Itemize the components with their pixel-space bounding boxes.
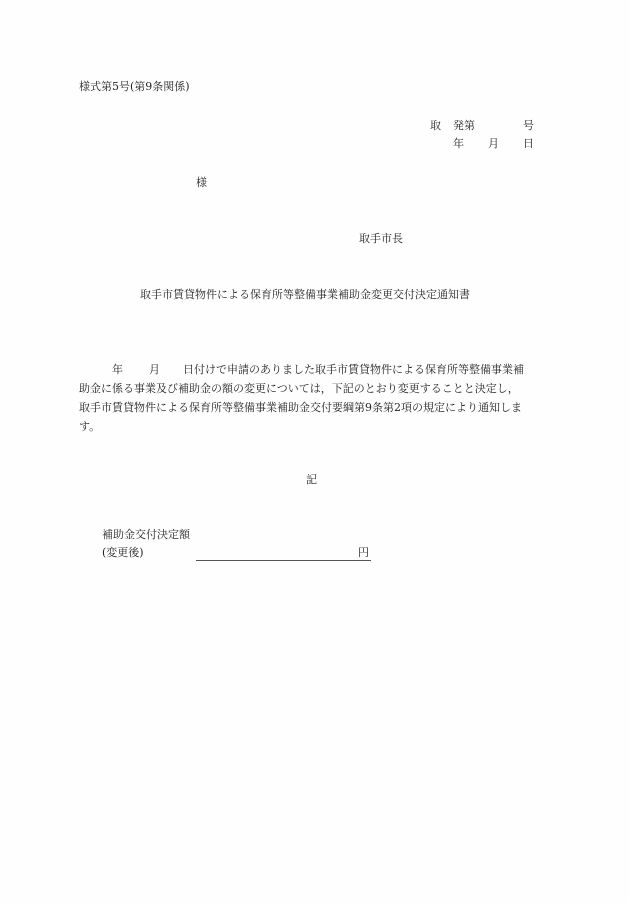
ki-heading: 記 (306, 473, 317, 486)
amount-label: 補助金交付決定額 (102, 528, 190, 541)
doc-number-prefix-1: 取 (430, 119, 441, 132)
body-month: 月 (149, 363, 160, 376)
document-title: 取手市賃貸物件による保育所等整備事業補助金変更交付決定通知書 (140, 288, 470, 301)
body-line-1 (79, 360, 549, 379)
yen-unit: 円 (358, 546, 369, 559)
amount-field[interactable] (196, 546, 371, 561)
issuer-name: 取手市長 (359, 232, 403, 245)
amount-sub-label: (変更後) (102, 546, 144, 559)
addressee-honorific: 様 (196, 176, 207, 189)
issue-date (430, 137, 540, 151)
document-number (430, 119, 540, 133)
date-day: 日 (523, 137, 534, 150)
date-year: 年 (453, 137, 464, 150)
form-number: 様式第5号(第9条関係) (79, 80, 190, 93)
body-line-4: す。 (79, 420, 101, 433)
body-line-3: 取手市賃貸物件による保育所等整備事業補助金交付要綱第9条第2項の規定により通知しま (79, 401, 522, 414)
date-month: 月 (488, 137, 499, 150)
doc-number-suffix: 号 (523, 119, 534, 132)
body-paragraph (79, 360, 549, 436)
body-line-1-text: 日付けで申請のありました取手市賃貸物件による保育所等整備事業補 (183, 363, 524, 376)
body-year: 年 (112, 363, 123, 376)
doc-number-prefix-2: 発第 (453, 119, 475, 132)
body-line-2: 助金に係る事業及び補助金の額の変更については，下記のとおり変更することと決定し， (79, 382, 519, 395)
